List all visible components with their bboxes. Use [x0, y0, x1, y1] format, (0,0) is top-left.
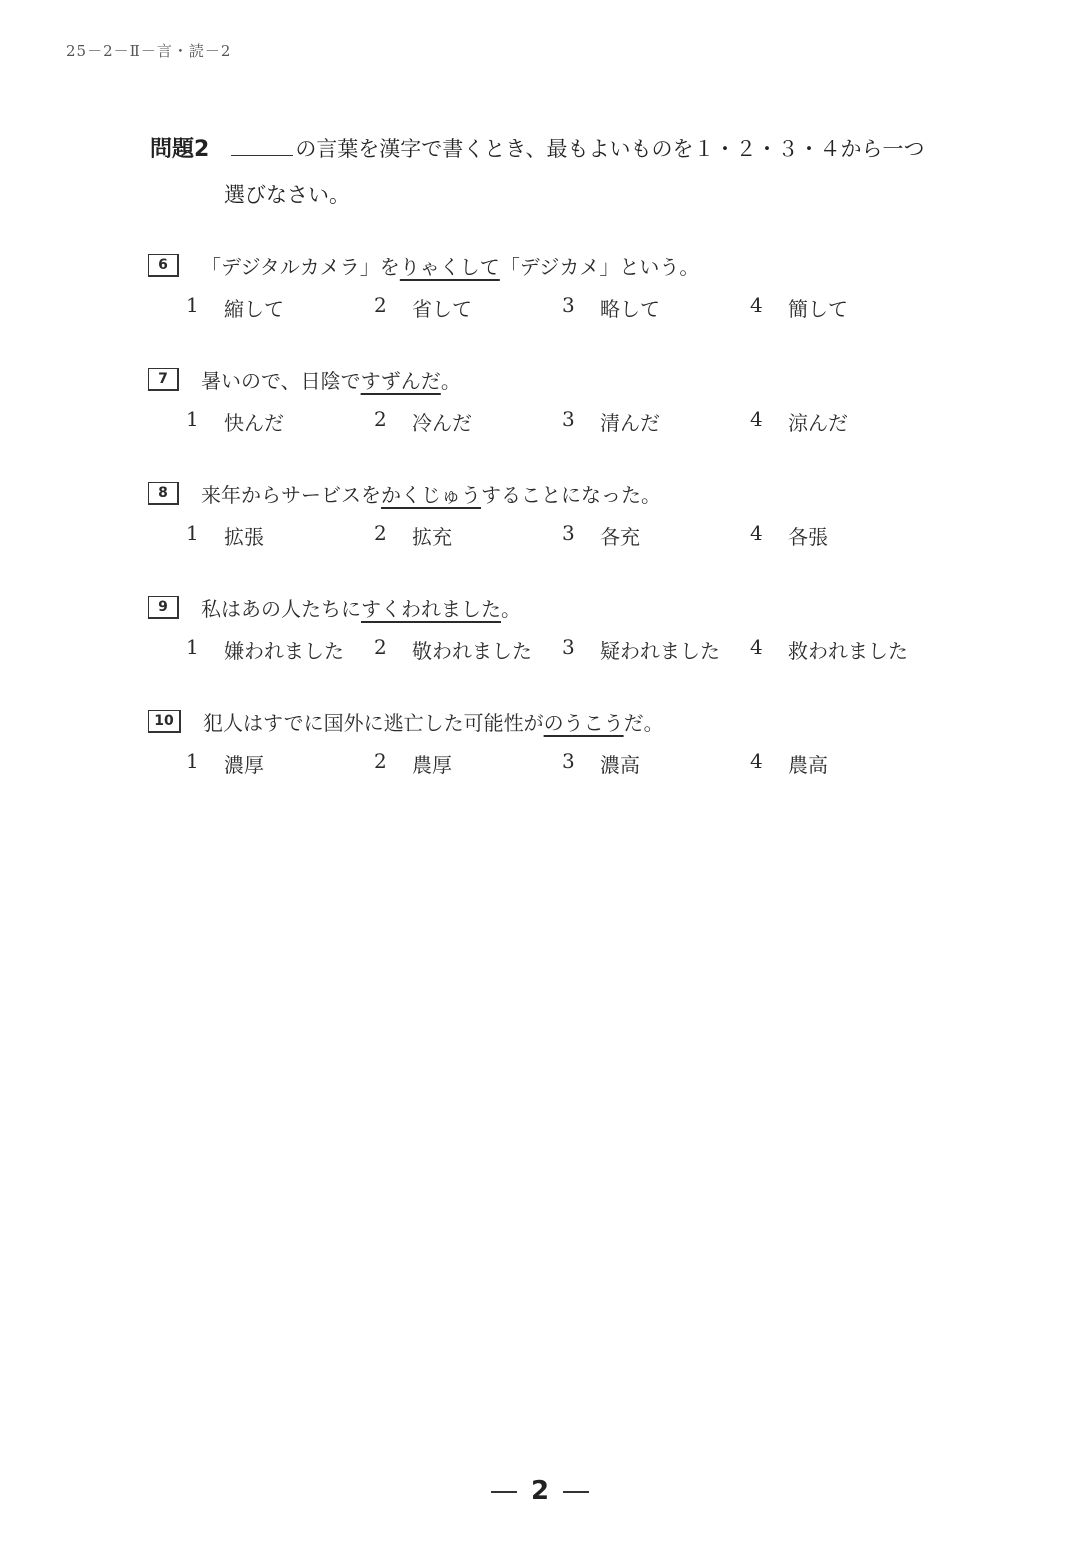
option-number: 2: [374, 293, 387, 317]
option-number: 4: [750, 521, 763, 545]
option-number: 2: [374, 407, 387, 431]
option-text: 快んだ: [224, 411, 284, 435]
question-6: [148, 250, 1008, 322]
option-text: 略して: [600, 297, 660, 321]
sentence-after: 。: [501, 596, 521, 621]
option-3[interactable]: [562, 293, 750, 322]
option-text: 救われました: [788, 639, 908, 663]
page-code: 25－2－Ⅱ－言・読－2: [66, 42, 232, 60]
option-2[interactable]: [374, 407, 562, 436]
option-2[interactable]: [374, 749, 562, 778]
question-number: 9: [148, 596, 179, 619]
option-text: 嫌われました: [224, 639, 344, 663]
problem-title: 問題2: [150, 137, 210, 162]
option-text: 疑われました: [600, 639, 720, 663]
option-1[interactable]: [186, 407, 374, 436]
underlined-word: のうこう: [543, 710, 624, 735]
option-4[interactable]: [750, 635, 938, 664]
question-8: [148, 478, 1008, 550]
question-sentence: [148, 592, 1008, 622]
sentence-before: 犯人はすでに国外に逃亡した可能性が: [203, 710, 544, 735]
option-number: 4: [750, 635, 763, 659]
option-text: 各張: [788, 525, 828, 549]
answer-options: [186, 635, 1008, 664]
question-sentence: [148, 478, 1008, 508]
sentence-after: 「デジカメ」という。: [499, 254, 700, 279]
option-number: 4: [750, 293, 763, 317]
underlined-word: かくじゅう: [381, 482, 481, 507]
option-2[interactable]: [374, 521, 562, 550]
option-text: 簡して: [788, 297, 848, 321]
underline-blank-marker: [231, 137, 293, 156]
instructions-line-2: 選びなさい。: [224, 183, 350, 207]
question-number: 10: [148, 710, 181, 733]
page-number-value: 2: [530, 1476, 550, 1506]
underlined-word: りゃくして: [399, 254, 500, 279]
option-2[interactable]: [374, 635, 562, 664]
option-number: 2: [374, 521, 387, 545]
sentence-before: 来年からサービスを: [201, 482, 381, 507]
question-7: [148, 364, 1008, 436]
option-text: 農高: [788, 753, 828, 777]
option-4[interactable]: [750, 407, 938, 436]
option-1[interactable]: [186, 749, 374, 778]
instructions: [150, 132, 970, 209]
option-3[interactable]: [562, 407, 750, 436]
option-number: 2: [374, 749, 387, 773]
underlined-word: すくわれました: [361, 596, 501, 621]
option-4[interactable]: [750, 749, 938, 778]
option-text: 拡充: [412, 525, 452, 549]
option-number: 3: [562, 635, 575, 659]
question-number: 8: [148, 482, 179, 505]
option-number: 1: [186, 635, 199, 659]
question-9: [148, 592, 1008, 664]
answer-options: [186, 749, 1008, 778]
answer-options: [186, 293, 1008, 322]
dash-right: [563, 1491, 589, 1493]
answer-options: [186, 407, 1008, 436]
option-1[interactable]: [186, 293, 374, 322]
question-number: 7: [148, 368, 179, 391]
question-sentence: [148, 364, 1008, 394]
question-sentence: [148, 250, 1008, 280]
option-text: 冷んだ: [412, 411, 472, 435]
instructions-text: の言葉を漢字で書くとき、最もよいものを１・２・３・４から一つ: [295, 137, 925, 161]
option-number: 1: [186, 407, 199, 431]
option-text: 各充: [600, 525, 640, 549]
option-1[interactable]: [186, 521, 374, 550]
question-10: [148, 706, 1008, 778]
question-sentence: [148, 706, 1008, 736]
page-number: [0, 1476, 1080, 1506]
option-number: 1: [186, 293, 199, 317]
option-text: 農厚: [412, 753, 452, 777]
instructions-line-1: [150, 132, 970, 163]
sentence-before: 暑いので、日陰で: [201, 368, 361, 393]
option-number: 3: [562, 521, 575, 545]
option-text: 省して: [412, 297, 472, 321]
option-text: 拡張: [224, 525, 264, 549]
option-3[interactable]: [562, 749, 750, 778]
sentence-after: 。: [440, 368, 461, 393]
option-2[interactable]: [374, 293, 562, 322]
dash-left: [491, 1491, 517, 1493]
option-text: 縮して: [224, 297, 284, 321]
sentence-after: だ。: [623, 710, 664, 735]
option-3[interactable]: [562, 635, 750, 664]
option-text: 清んだ: [600, 411, 660, 435]
option-number: 3: [562, 293, 575, 317]
option-number: 1: [186, 749, 199, 773]
option-text: 濃高: [600, 753, 640, 777]
option-1[interactable]: [186, 635, 374, 664]
sentence-before: 「デジタルカメラ」を: [201, 254, 400, 279]
option-4[interactable]: [750, 521, 938, 550]
option-number: 3: [562, 749, 575, 773]
option-text: 涼んだ: [788, 411, 848, 435]
option-text: 敬われました: [412, 639, 532, 663]
question-number: 6: [148, 254, 179, 277]
answer-options: [186, 521, 1008, 550]
option-number: 2: [374, 635, 387, 659]
sentence-after: することになった。: [481, 482, 661, 507]
option-4[interactable]: [750, 293, 938, 322]
option-number: 1: [186, 521, 199, 545]
option-number: 4: [750, 407, 763, 431]
underlined-word: すずんだ: [360, 368, 441, 393]
option-3[interactable]: [562, 521, 750, 550]
option-number: 4: [750, 749, 763, 773]
option-text: 濃厚: [224, 753, 264, 777]
sentence-before: 私はあの人たちに: [201, 596, 361, 621]
option-number: 3: [562, 407, 575, 431]
